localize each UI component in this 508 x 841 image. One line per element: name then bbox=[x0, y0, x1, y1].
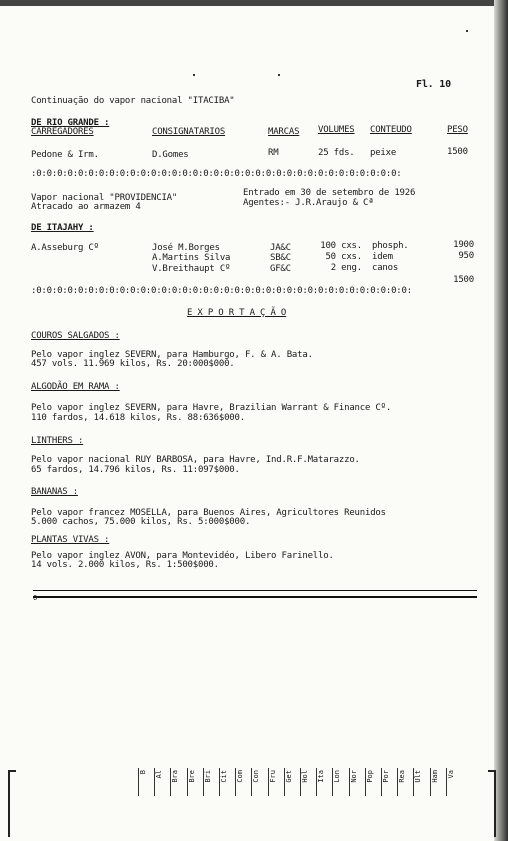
index-strip-cell bbox=[332, 768, 344, 796]
row-weight: 1500 bbox=[447, 147, 468, 157]
index-strip-label: Va bbox=[446, 770, 455, 779]
index-strip-cell bbox=[268, 768, 280, 796]
folio-number: Fl. 10 bbox=[416, 79, 451, 90]
export-algodao-line1: Pelo vapor inglez SEVERN, para Havre, Brazilian Warrant & Finance Cº. bbox=[31, 403, 392, 413]
row-content: peixe bbox=[370, 148, 397, 158]
scan-top-edge bbox=[0, 0, 508, 6]
index-strip-cell bbox=[300, 768, 312, 796]
index-strip-cell bbox=[397, 768, 409, 796]
section2-shipper: A.Asseburg Cº bbox=[31, 243, 99, 253]
export-bananas-line1: Pelo vapor francez MOSELLA, para Buenos Aires, Agricultores Reunidos bbox=[31, 508, 386, 518]
section2-row1-mark: JA&C bbox=[270, 243, 291, 253]
section2-row2-content: idem bbox=[372, 252, 393, 262]
section2-row2-consignee: A.Martins Silva bbox=[152, 253, 231, 263]
footer-mark: 6 bbox=[33, 594, 38, 602]
index-strip-label: Get bbox=[284, 770, 293, 783]
vessel-arrival: Entrado em 30 de setembro de 1926 bbox=[243, 188, 416, 198]
row-consignee: D.Gomes bbox=[152, 150, 189, 160]
vessel-name: Vapor nacional "PROVIDENCIA" bbox=[31, 193, 178, 203]
column-conteudo: CONTEUDO bbox=[370, 125, 412, 135]
page-heading: Continuação do vapor nacional "ITACIBA" bbox=[31, 96, 235, 106]
scan-dot bbox=[278, 74, 280, 76]
section2-total-weight: 1500 bbox=[453, 275, 474, 285]
index-strip-cell bbox=[219, 768, 231, 796]
export-linthers-line2: 65 fardos, 14.796 kilos, Rs. 11:097$000. bbox=[31, 465, 240, 475]
index-strip-label: Bre bbox=[187, 770, 196, 783]
column-volumes: VOLUMES bbox=[318, 125, 355, 135]
index-strip-cell bbox=[235, 768, 247, 796]
export-linthers-title: LINTHERS : bbox=[31, 436, 84, 446]
row-mark: RM bbox=[268, 148, 279, 158]
index-strip-cell bbox=[154, 768, 166, 796]
vessel-berth: Atracado ao armazem 4 bbox=[31, 202, 141, 212]
separator-line-2: :0:0:0:0:0:0:0:0:0:0:0:0:0:0:0:0:0:0:0:0:0:0:0:0:0:0:0:0:0:0:0:0:0:0:0:0: bbox=[31, 286, 412, 296]
scan-dot bbox=[193, 74, 195, 76]
origin-itajahy: DE ITAJAHY : bbox=[31, 223, 94, 233]
export-bananas-line2: 5.000 cachos, 75.000 kilos, Rs. 5:000$000. bbox=[31, 517, 251, 527]
index-strip-cell bbox=[365, 768, 377, 796]
index-strip-label: Por bbox=[382, 770, 390, 783]
export-couros-title: COUROS SALGADOS : bbox=[31, 331, 120, 341]
index-strip-label: Bri bbox=[203, 770, 212, 783]
scan-right-edge bbox=[494, 0, 508, 841]
column-carregadores: CARREGADORES bbox=[31, 127, 94, 137]
vessel-agents: Agentes:- J.R.Araujo & Cª bbox=[243, 198, 374, 208]
column-peso: PESO bbox=[447, 125, 468, 135]
export-linthers-line1: Pelo vapor nacional RUY BARBOSA, para Havre, Ind.R.F.Matarazzo. bbox=[31, 455, 360, 465]
column-marcas: MARCAS bbox=[268, 127, 300, 137]
index-strip-label: Cit bbox=[220, 770, 228, 783]
index-strip-cell bbox=[203, 768, 215, 796]
export-title: E X P O R T A Ç Ã O bbox=[187, 308, 287, 318]
section2-row2-weight: 950 bbox=[458, 251, 474, 261]
export-plantas-line1: Pelo vapor inglez AVON, para Montevidéo, Libero Farinello. bbox=[31, 551, 334, 561]
section2-row3-content: canos bbox=[372, 263, 399, 273]
index-strip-label: Con bbox=[252, 770, 261, 783]
index-corner-left bbox=[8, 770, 16, 837]
index-strip-cell bbox=[430, 768, 442, 796]
export-plantas-title: PLANTAS VIVAS : bbox=[31, 535, 110, 545]
separator-line: :0:0:0:0:0:0:0:0:0:0:0:0:0:0:0:0:0:0:0:0:0:0:0:0:0:0:0:0:0:0:0:0:0:0:0: bbox=[31, 169, 402, 179]
section2-row1-volumes: 100 cxs. bbox=[320, 241, 362, 251]
row-volumes: 25 fds. bbox=[318, 148, 355, 158]
section2-row1-consignee: José M.Borges bbox=[152, 243, 220, 253]
section2-row3-mark: GF&C bbox=[270, 264, 291, 274]
index-strip-label: Hol bbox=[301, 770, 309, 783]
export-plantas-line2: 14 vols. 2.000 kilos, Rs. 1:500$000. bbox=[31, 560, 219, 570]
index-strip-cell bbox=[170, 768, 182, 796]
export-algodao-title: ALGODÃO EM RAMA : bbox=[31, 382, 120, 392]
index-corner-right bbox=[488, 770, 496, 837]
section2-row3-volumes: 2 eng. bbox=[330, 263, 362, 273]
index-strip-cell bbox=[138, 768, 150, 796]
index-strip-label: Bra bbox=[171, 770, 180, 783]
index-strip-cell bbox=[316, 768, 328, 796]
index-strip-cell bbox=[413, 768, 425, 796]
index-strip-cell bbox=[381, 768, 393, 796]
footer-rule-2 bbox=[33, 596, 477, 598]
section2-row1-content: phosph. bbox=[372, 241, 409, 251]
index-strip-label: B bbox=[139, 770, 147, 775]
export-couros-line1: Pelo vapor inglez SEVERN, para Hamburgo, F. & A. Bata. bbox=[31, 350, 313, 360]
scan-dot bbox=[466, 30, 468, 32]
section2-row3-consignee: V.Breithaupt Cº bbox=[152, 264, 231, 274]
section2-row2-mark: SB&C bbox=[270, 253, 291, 263]
index-strip-label: Nor bbox=[349, 770, 358, 783]
index-strip-label: Pop bbox=[365, 770, 374, 783]
index-strip-label: Com bbox=[236, 770, 245, 783]
section2-row2-volumes: 50 cxs. bbox=[325, 252, 362, 262]
index-strip-cell bbox=[446, 768, 458, 796]
row-shipper: Pedone & Irm. bbox=[31, 150, 99, 160]
index-strip-label: Al bbox=[155, 770, 164, 779]
index-strip bbox=[138, 768, 468, 796]
index-strip-label: Fru bbox=[268, 770, 277, 783]
index-strip-cell bbox=[349, 768, 361, 796]
index-strip-cell bbox=[187, 768, 199, 796]
origin-rio-grande: DE RIO GRANDE : bbox=[31, 118, 110, 128]
export-algodao-line2: 110 fardos, 14.618 kilos, Rs. 88:636$000. bbox=[31, 413, 245, 423]
index-strip-label: Ita bbox=[317, 770, 326, 783]
export-bananas-title: BANANAS : bbox=[31, 487, 78, 497]
index-strip-cell bbox=[284, 768, 296, 796]
export-couros-line2: 457 vols. 11.969 kilos, Rs. 20:000$000. bbox=[31, 359, 235, 369]
index-strip-label: Lon bbox=[333, 770, 342, 783]
index-strip-label: Ult bbox=[414, 770, 423, 783]
section2-row1-weight: 1900 bbox=[453, 240, 474, 250]
index-strip-label: Rea bbox=[398, 770, 407, 783]
index-strip-label: Ham bbox=[430, 770, 439, 783]
column-consignatarios: CONSIGNATARIOS bbox=[152, 127, 226, 137]
footer-rule-1 bbox=[33, 590, 477, 591]
index-strip-cell bbox=[251, 768, 263, 796]
